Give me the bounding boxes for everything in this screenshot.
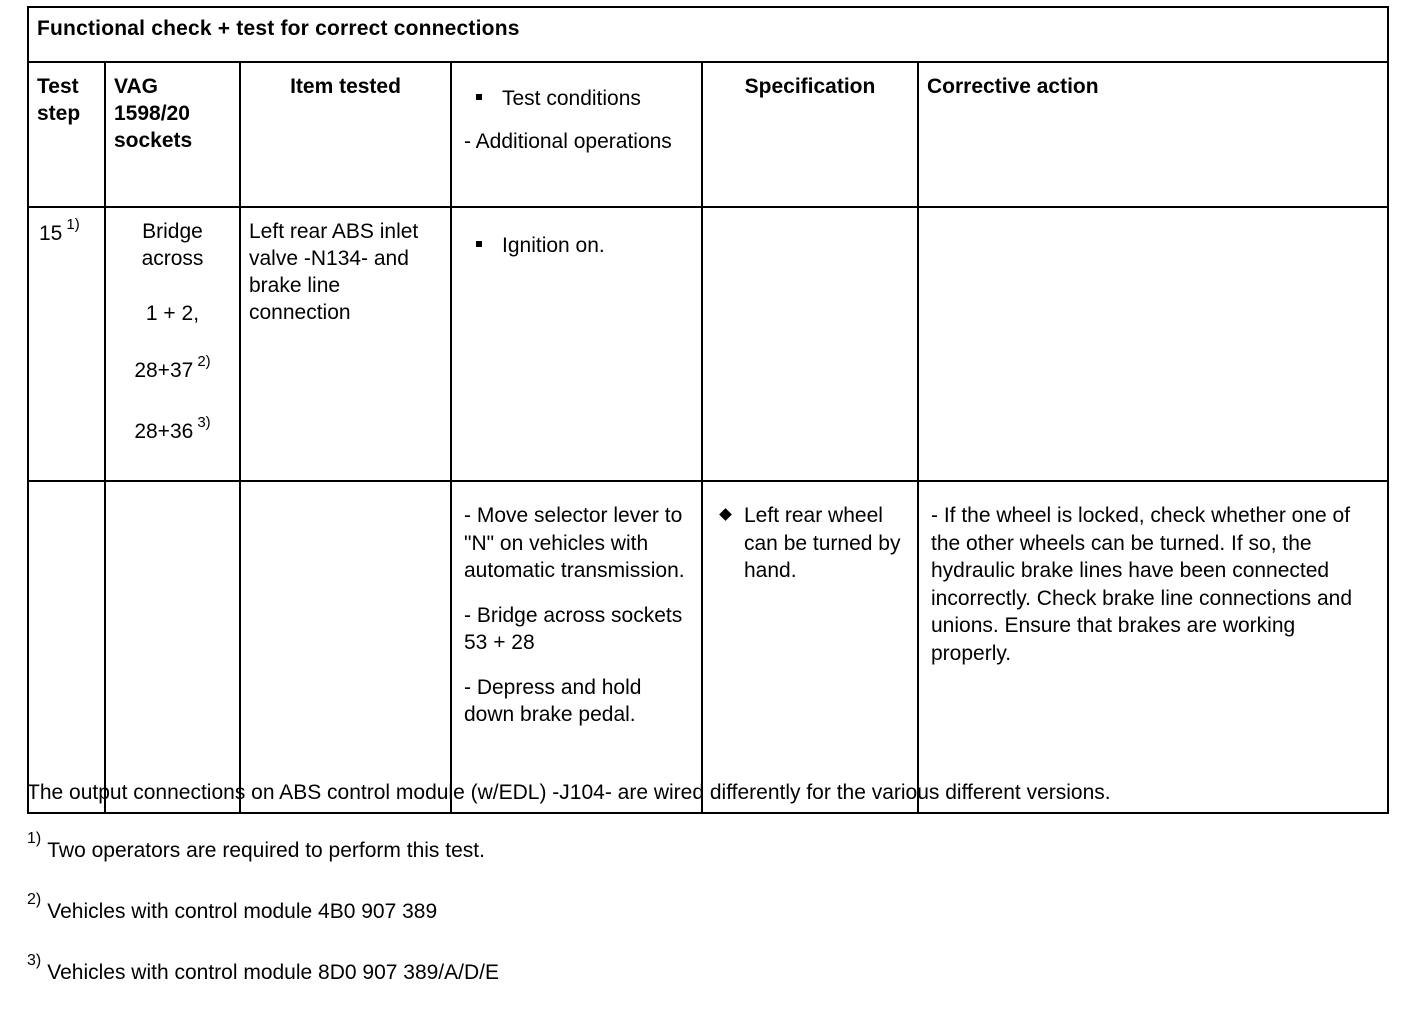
sockets-line: 28+36 $^{3)}$ — [134, 414, 211, 443]
table-row — [28, 207, 1388, 481]
operation-item: - Move selector lever to "N" on vehicles with automatic transmission. — [464, 504, 685, 582]
footnote-ref: 1) — [66, 216, 80, 233]
header-corrective-action: Corrective action — [918, 62, 1388, 207]
specification-cell — [702, 481, 918, 813]
footnote-text: Two operators are required to perform this test. — [47, 839, 485, 862]
sockets-line: Bridge — [142, 220, 203, 243]
test-step-cell — [28, 481, 105, 813]
footnote-text: Vehicles with control module 8D0 907 389/A/D/E — [47, 961, 499, 984]
footnote — [27, 891, 438, 925]
footnote — [27, 952, 499, 986]
sockets-line: 28+37 $^{2)}$ — [134, 353, 211, 382]
corrective-action-cell: - If the wheel is locked, check whether one of the other wheels can be turned. If so, the hydraulic brake lines have been connected incorrectly. Check brake line connections and unions. Ensure that brakes are working properly. — [918, 481, 1388, 813]
corrective-action-cell — [918, 207, 1388, 481]
general-note: The output connections on ABS control module (w/EDL) -J104- are wired differently for the various different versions. — [27, 781, 1111, 804]
test-step-number: 15 — [39, 222, 63, 245]
bullet-square-icon — [476, 241, 482, 247]
sockets-cell — [105, 207, 240, 481]
specification-cell — [702, 207, 918, 481]
header-vag-line: sockets — [114, 129, 193, 152]
specification-text: Left rear wheel can be turned by hand. — [744, 504, 901, 582]
test-conditions-cell — [451, 207, 702, 481]
header-vag-line: 1598/20 — [114, 102, 190, 125]
item-tested-cell — [240, 481, 451, 813]
header-test-step: Test step — [28, 62, 105, 207]
sockets-line: 1 + 2, — [145, 302, 200, 325]
sockets-cell — [105, 481, 240, 813]
table-title: Functional check + test for correct connections — [28, 7, 1388, 62]
test-table — [27, 6, 1389, 814]
footnote-mark: 1) — [27, 830, 42, 847]
header-test-conditions-label: Test conditions — [502, 87, 641, 110]
header-specification: Specification — [702, 62, 918, 207]
header-item-tested: Item tested — [240, 62, 451, 207]
sockets-line: across — [141, 247, 204, 270]
notes-section — [27, 780, 1387, 984]
header-vag-line: VAG — [114, 75, 158, 98]
bullet-diamond-icon — [719, 508, 732, 521]
operations-cell — [451, 481, 702, 813]
header-test-conditions — [451, 62, 702, 207]
header-additional-operations: - Additional operations — [464, 130, 672, 153]
item-tested-cell: Left rear ABS inlet valve -N134- and brake line connection — [240, 207, 451, 481]
footnote — [27, 830, 485, 864]
footnote-mark: 2) — [27, 891, 42, 908]
header-vag-sockets — [105, 62, 240, 207]
footnote-ref: 2) — [197, 353, 211, 370]
table-row — [28, 481, 1388, 813]
footnote-text: Vehicles with control module 4B0 907 389 — [47, 900, 438, 923]
condition-text: Ignition on. — [502, 234, 605, 257]
footnote-ref: 3) — [197, 414, 211, 431]
header-row — [28, 62, 1388, 207]
test-step-cell — [28, 207, 105, 481]
bullet-square-icon — [476, 94, 482, 100]
operation-item: - Depress and hold down brake pedal. — [464, 675, 642, 726]
operation-item: - Bridge across sockets 53 + 28 — [464, 603, 683, 654]
footnote-mark: 3) — [27, 952, 42, 969]
